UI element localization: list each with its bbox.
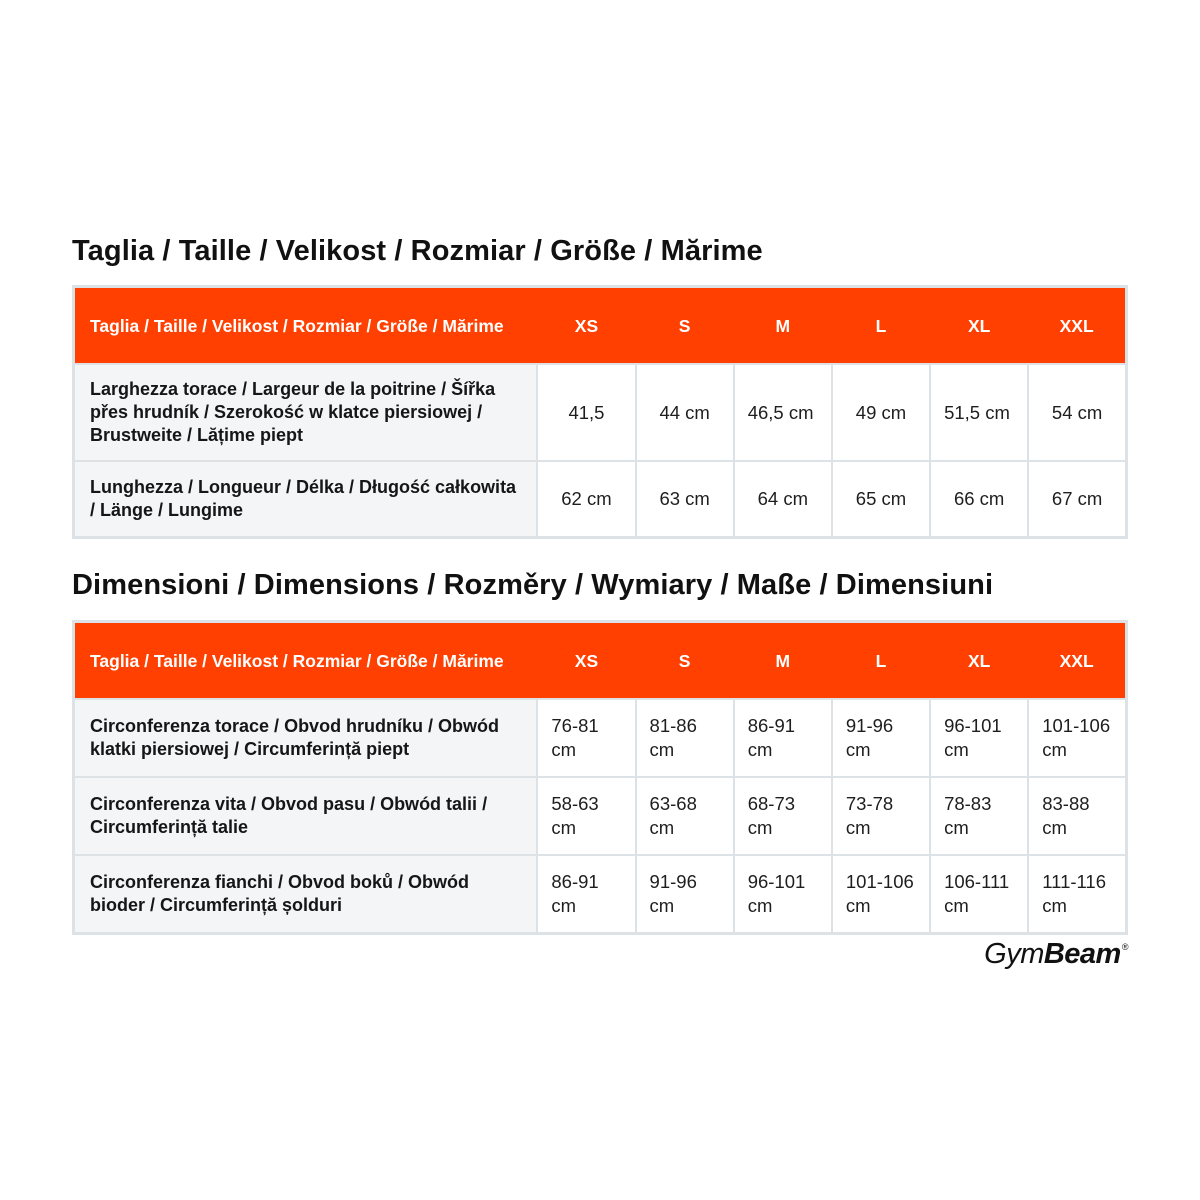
table-cell: 44 cm — [636, 364, 734, 461]
logo-text-gym: Gym — [984, 938, 1044, 970]
header-size-label: Taglia / Taille / Velikost / Rozmiar / Größe / Mărime — [90, 315, 504, 336]
header-size-s: S — [678, 315, 691, 336]
table-row — [74, 855, 1127, 934]
header-size-xs: XS — [574, 650, 599, 671]
table-cell: 106-111 cm — [930, 855, 1028, 934]
table-cell: 91-96 cm — [636, 855, 734, 934]
table-cell: 101-106 cm — [832, 855, 930, 934]
table-cell: 46,5 cm — [734, 364, 832, 461]
row-label-waist-circumference: Circonferenza vita / Obvod pasu / Obwód talii / Circumferință talie — [74, 777, 538, 855]
table-cell: 96-101 cm — [930, 699, 1028, 777]
header-size-xl: XL — [967, 650, 991, 671]
header-size-s: S — [678, 650, 691, 671]
table-cell: 73-78 cm — [832, 777, 930, 855]
table-cell: 86-91 cm — [537, 855, 635, 934]
table-cell: 101-106 cm — [1028, 699, 1126, 777]
table-header-row — [74, 287, 1127, 365]
table-cell: 96-101 cm — [734, 855, 832, 934]
table-cell: 62 cm — [537, 461, 635, 538]
table-cell: 81-86 cm — [636, 699, 734, 777]
table-cell: 83-88 cm — [1028, 777, 1126, 855]
table-cell: 63-68 cm — [636, 777, 734, 855]
header-size-l: L — [875, 650, 887, 671]
table-cell: 41,5 — [537, 364, 635, 461]
size-chart-page — [72, 232, 1128, 935]
header-size-xxl: XXL — [1059, 315, 1094, 336]
table-cell: 63 cm — [636, 461, 734, 538]
table-cell: 78-83 cm — [930, 777, 1028, 855]
table-cell: 111-116 cm — [1028, 855, 1126, 934]
table-cell: 66 cm — [930, 461, 1028, 538]
table-cell: 68-73 cm — [734, 777, 832, 855]
table-cell: 51,5 cm — [930, 364, 1028, 461]
registered-mark: ® — [1121, 942, 1128, 952]
table-cell: 54 cm — [1028, 364, 1126, 461]
table-header-row — [74, 622, 1127, 700]
table-cell: 65 cm — [832, 461, 930, 538]
table-cell: 58-63 cm — [537, 777, 635, 855]
header-size-label: Taglia / Taille / Velikost / Rozmiar / Größe / Mărime — [90, 650, 504, 671]
row-label-chest-circumference: Circonferenza torace / Obvod hrudníku / Obwód klatki piersiowej / Circumferință piept — [74, 699, 538, 777]
header-size-m: M — [775, 315, 791, 336]
size-section-title: Taglia / Taille / Velikost / Rozmiar / Größe / Mărime — [72, 235, 763, 267]
table-cell: 86-91 cm — [734, 699, 832, 777]
table-cell: 49 cm — [832, 364, 930, 461]
table-cell: 76-81 cm — [537, 699, 635, 777]
table-row — [74, 364, 1127, 461]
header-size-m: M — [775, 650, 791, 671]
row-label-hip-circumference: Circonferenza fianchi / Obvod boků / Obwód bioder / Circumferință șolduri — [74, 855, 538, 934]
table-row — [74, 461, 1127, 538]
row-label-length: Lunghezza / Longueur / Délka / Długość całkowita / Länge / Lungime — [74, 461, 538, 538]
header-size-xl: XL — [967, 315, 991, 336]
table-cell: 64 cm — [734, 461, 832, 538]
table-cell: 91-96 cm — [832, 699, 930, 777]
header-size-l: L — [875, 315, 887, 336]
dimensions-section-title: Dimensioni / Dimensions / Rozměry / Wymiary / Maße / Dimensiuni — [72, 569, 994, 601]
size-table — [72, 285, 1128, 539]
row-label-chest-width: Larghezza torace / Largeur de la poitrine / Šířka přes hrudník / Szerokość w klatce piersiowej / Brustweite / Lățime piept — [74, 364, 538, 461]
header-size-xs: XS — [574, 315, 599, 336]
gymbeam-logo — [984, 938, 1128, 971]
logo-text-beam: Beam — [1043, 938, 1121, 970]
dimensions-table — [72, 620, 1128, 935]
table-cell: 67 cm — [1028, 461, 1126, 538]
header-size-xxl: XXL — [1059, 650, 1094, 671]
table-row — [74, 777, 1127, 855]
table-row — [74, 699, 1127, 777]
